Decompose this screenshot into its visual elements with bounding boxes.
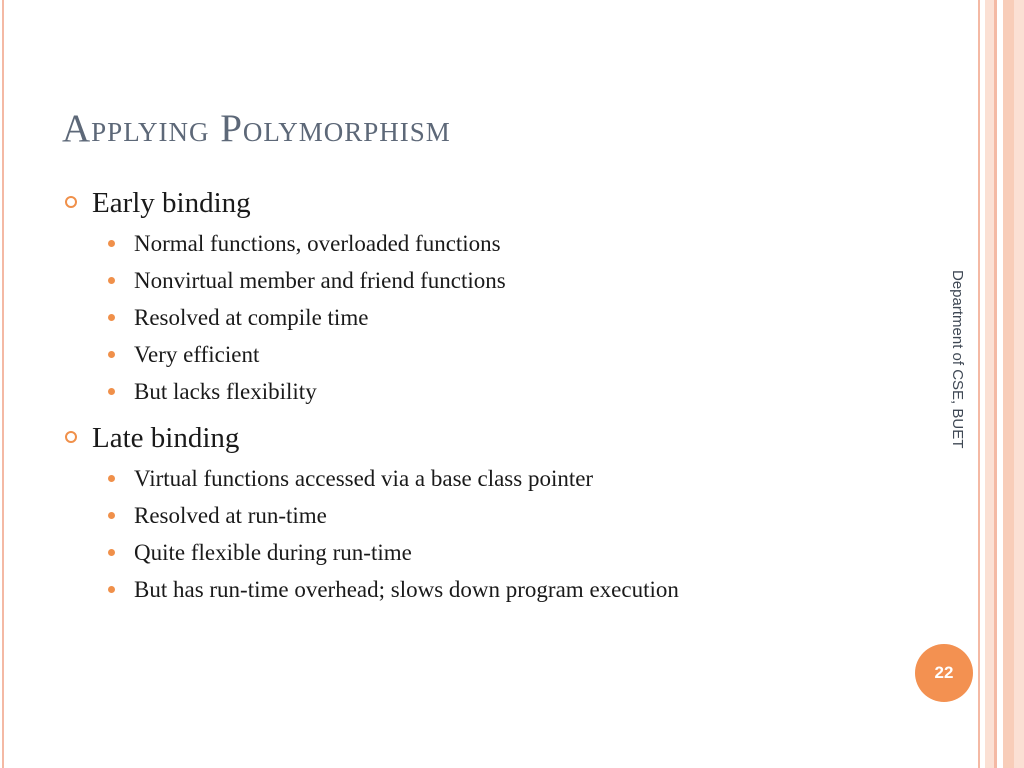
list-item: Normal functions, overloaded functions (62, 230, 862, 257)
section-heading: Early binding (92, 187, 251, 219)
list-item: Very efficient (62, 341, 862, 368)
dot-bullet-icon (108, 475, 115, 482)
slide-title: Applying Polymorphism (62, 107, 451, 150)
slide-content (62, 184, 862, 613)
dot-bullet-icon (108, 549, 115, 556)
dot-bullet-icon (108, 512, 115, 519)
list-item: But has run-time overhead; slows down program execution (62, 576, 814, 603)
dot-bullet-icon (108, 277, 115, 284)
ring-bullet-icon (65, 196, 77, 208)
dot-bullet-icon (108, 351, 115, 358)
left-border-line (2, 0, 4, 768)
section-early-binding (62, 184, 862, 222)
page-number-badge (915, 644, 973, 702)
section-late-binding (62, 419, 862, 457)
department-side-label: Department of CSE, BUET (949, 270, 966, 449)
list-item: But lacks flexibility (62, 378, 862, 405)
page-number: 22 (934, 663, 954, 682)
dot-bullet-icon (108, 240, 115, 247)
dot-bullet-icon (108, 314, 115, 321)
list-item: Resolved at run-time (62, 502, 862, 529)
list-item: Quite flexible during run-time (62, 539, 862, 566)
ring-bullet-icon (65, 431, 77, 443)
section-heading: Late binding (92, 422, 240, 454)
dot-bullet-icon (108, 388, 115, 395)
list-item: Nonvirtual member and friend functions (62, 267, 862, 294)
list-item: Virtual functions accessed via a base class pointer (62, 465, 862, 492)
dot-bullet-icon (108, 586, 115, 593)
list-item: Resolved at compile time (62, 304, 862, 331)
